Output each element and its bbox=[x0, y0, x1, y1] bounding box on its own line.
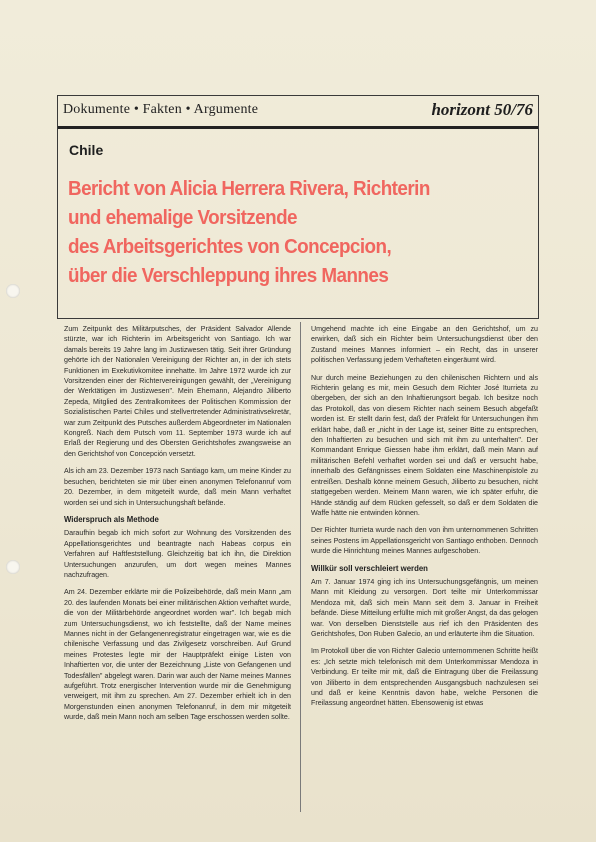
paragraph: Als ich am 23. Dezember 1973 nach Santiago kam, um meine Kinder zu besuchen, berichteten sie mir über einen anonymen Telefonanruf vom 20. Dezember, in dem mitgeteilt wurde, daß mein Mann verhaftet worden sei und sich in Untersuchungshaft befände. bbox=[64, 467, 291, 507]
paragraph: Umgehend machte ich eine Eingabe an den Gerichtshof, um zu erwirken, daß sich ein Richter beim Untersuchungsdienst über den Zustand meines Mannes informiert – ein Recht, das in unserer politischen Verfassung jedem Verhafteten eingeräumt wird. bbox=[311, 325, 538, 365]
headline bbox=[68, 174, 538, 290]
header-rule bbox=[58, 126, 538, 129]
subheading: Willkür soll verschleiert werden bbox=[311, 563, 428, 573]
column-divider bbox=[300, 322, 301, 812]
punch-hole-bottom bbox=[6, 560, 20, 574]
headline-line-2: und ehemalige Vorsitzende bbox=[68, 206, 297, 229]
paragraph: Zum Zeitpunkt des Militärputsches, der Präsident Salvador Allende stürzte, war ich Richterin im Arbeitsgericht von Santiago. Ich war damals bereits 19 Jahre lang im Justizwesen tätig. Seit ihrer Gründung gehörte ich der Nationalen Vereinigung der Richter an, in der ich stets Funktionen im Exekutivkomitee innehatte. Im Jahre 1972 wurde ich zur Vorsitzenden einer der Richtervereinigungen gewählt, der „Vereinigung der Werktätigen im Justizwesen". Mein Ehemann, Alejandro Jiliberto Zepeda, Mitglied des Zentralkomitees der Politischen Kommission der Sozialistischen Partei Chiles und stellvertretender Administrativsekretär, war zum Zeitpunkt des Putsches außerdem Abgeordneter im Nationalen Kongreß. Nach dem Putsch vom 11. September 1973 wurde ich auf Erlaß der Regierung und des Obersten Gerichtshofes zwangsweise an den Gerichtshof von Concepción versetzt. bbox=[64, 325, 291, 458]
punch-hole-top bbox=[6, 284, 20, 298]
masthead: horizont 50/76 bbox=[431, 100, 533, 119]
paragraph: Am 24. Dezember erklärte mir die Polizeibehörde, daß mein Mann „am 20. des laufenden Monats bei einer militärischen Aktion verhaftet wurde, die von der Militärbehörde angeordnet worden war". Ich begab mich zum Untersuchungsdienst, wo ich feststellte, daß der Name meines Mannes nicht in der Gefangenenregistratur eingetragen war, wie es die chilenische Verfassung und das Zivilgesetz vorschreiben. Auf Grund meines Protestes legte mir der Hauptpräfekt einige Listen von Inhaftierten vor, die unter der Bezeichnung „Liste von Gefangenen und Todesfällen" abgelegt waren. Darin war auch der Name meines Mannes aufgeführt. Trotz energischer Intervention wurde mir die Genehmigung verweigert, mit ihm zu sprechen. Am 27. Dezember erhielt ich in den Morgenstunden einen anonymen Telefonanruf, in dem mir mitgeteilt wurde, daß mein Mann noch am selben Tage erschossen werden sollte. bbox=[64, 588, 291, 722]
headline-line-4: über die Verschleppung ihres Mannes bbox=[68, 264, 389, 287]
paragraph: Am 7. Januar 1974 ging ich ins Untersuchungsgefängnis, um meinen Mann mit Kleidung zu versorgen. Dort teilte mir Unterkommissar Mendoza mit, daß sich mein Mann seit dem 3. Januar in Freiheit befände. Diese Mitteilung erfüllte mich mit großer Angst, da das gelogen war. Von derselben Dienststelle aus rief ich den Präsidenten des Gerichtshofes, Don Ruben Galecio, an und erläuterte ihm die Situation. bbox=[311, 577, 538, 638]
subheading: Widerspruch als Methode bbox=[64, 514, 159, 524]
paragraph: Der Richter Iturrieta wurde nach den von ihm unternommenen Schritten seines Postens im Appellationsgericht von Santiago enthoben. Dennoch wurde die Hinrichtung meines Mannes aufgeschoben. bbox=[311, 526, 538, 556]
series-title: Dokumente • Fakten • Argumente bbox=[63, 102, 259, 117]
header-row bbox=[63, 102, 533, 122]
paragraph: Im Protokoll über die von Richter Galecio unternommenen Schritte heißt es: „Ich setzte mich telefonisch mit dem Unterkommissar Mendoza in Verbindung. Er teilte mir mit, daß die Eintragung über die Freilassung von Jiliberto in dem entsprechenden Ausgangsbuch nachzulesen sei und daß er keine Kenntnis davon habe, welche Personen die Freilassung angeordnet hätten. Ebensowenig ist etwas bbox=[311, 647, 538, 708]
paragraph: Nur durch meine Beziehungen zu den chilenischen Richtern und als Richterin gelang es mir, mein Gesuch dem Richter José Iturrieta zu übergeben, der sich an den Inhaftierungsort begab. Ich besitze noch das Protokoll, das von diesem Richter nach seinem Besuch abgefaßt worden ist. Er stellt darin fest, daß der Präfekt für Untersuchungen ihm erklärt habe, daß er „nicht in der Lage ist, seiner Bitte zu entsprechen, den Inhaftierten zu besuchen und sich mit ihm zu unterhalten". Der Kommandant Enrique Giessen habe ihm erklärt, daß mein Mann auf militärischen Befehl verhaftet worden sei und daß er versucht habe, innerhalb des Gefängnisses einem Soldaten eine Maschinenpistole zu entreißen. Deshalb könne meinem Gesuch, Jiliberto zu besuchen, nicht stattgegeben werden. Meinem Mann waren, wie ich später erfuhr, die Hände ständig auf dem Rücken gefesselt, so daß er dem Soldaten die Waffe hätte nie entwinden können. bbox=[311, 373, 538, 517]
paragraph: Daraufhin begab ich mich sofort zur Wohnung des Vorsitzenden des Appellationsgerichtes und beantragte nach Habeas corpus ein Verfahren auf Haftfeststellung. Gleichzeitig bat ich ihn, die Direktion Untersuchungen anzurufen, um dort wegen meines Mannes nachzufragen. bbox=[64, 529, 291, 579]
right-column bbox=[311, 324, 538, 716]
headline-line-1: Bericht von Alicia Herrera Rivera, Richterin bbox=[68, 177, 430, 200]
left-column bbox=[64, 324, 291, 730]
headline-line-3: des Arbeitsgerichtes von Concepcion, bbox=[68, 235, 392, 258]
section-label: Chile bbox=[69, 142, 104, 158]
